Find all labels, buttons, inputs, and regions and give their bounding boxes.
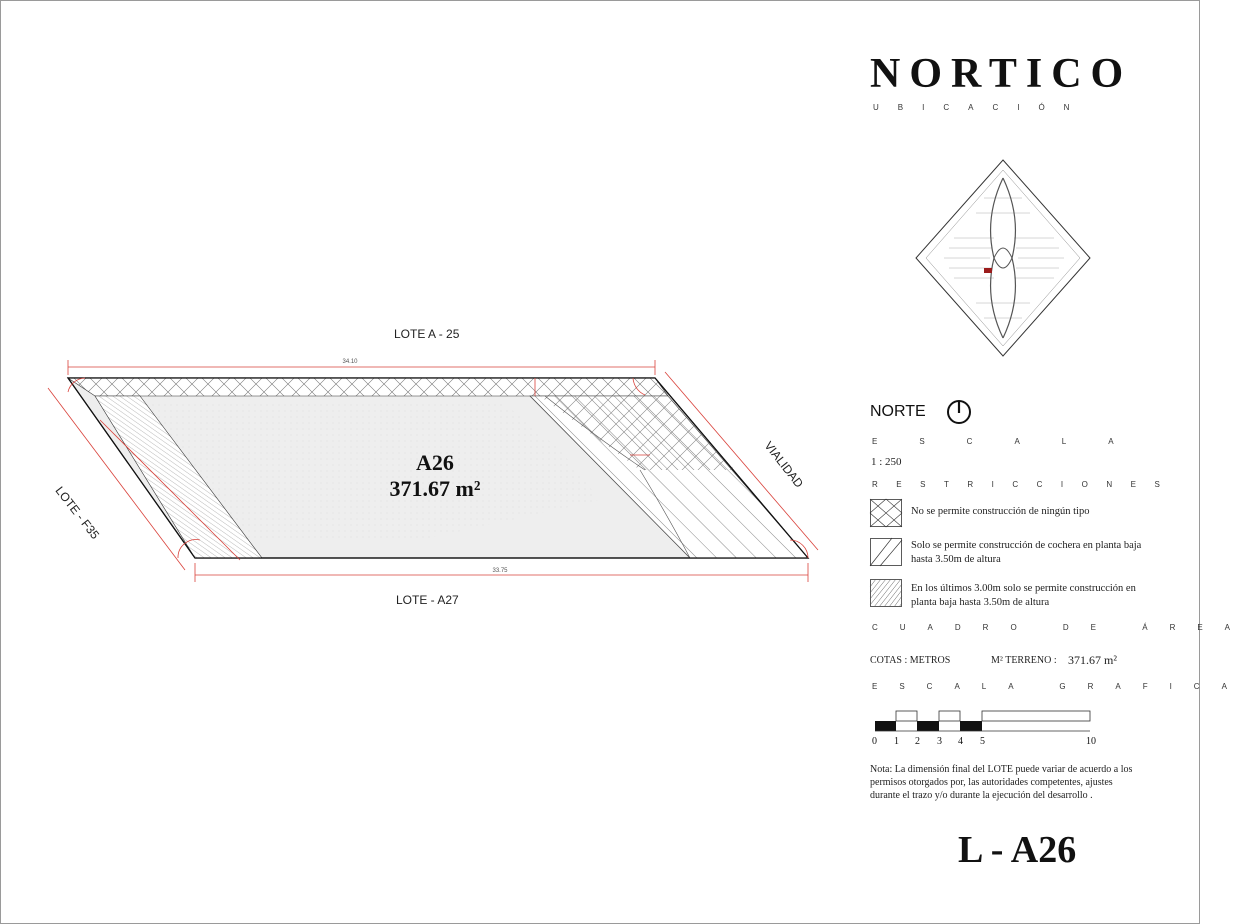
cotas-label: COTAS : METROS	[870, 655, 951, 666]
scale-tick-10: 10	[1086, 736, 1096, 747]
scale-tick-0: 0	[872, 736, 877, 747]
restriction-text-3: En los últimos 3.00m solo se permite construcción en planta baja hasta 3.50m de altura	[911, 583, 1136, 608]
location-key-map	[914, 158, 1094, 358]
restriction-text-1: No se permite construcción de ningún tipo	[911, 506, 1090, 517]
brand-subtitle: UBICACIÓN	[873, 103, 1089, 112]
cross-hatch-legend-icon	[870, 499, 902, 527]
graphic-scale-heading: ESCALA GRAFICA	[872, 682, 1249, 691]
svg-text:34.10: 34.10	[342, 359, 358, 365]
svg-text:33.75: 33.75	[492, 568, 508, 574]
area-table-heading: CUADRO DE ÁREA	[872, 623, 1252, 632]
lot-highlight-marker	[984, 268, 992, 273]
scale-tick-3: 3	[937, 736, 942, 747]
scale-tick-1: 1	[894, 736, 899, 747]
neighbor-bottom-label: LOTE - A27	[396, 593, 459, 607]
neighbor-top-label: LOTE A - 25	[394, 327, 460, 341]
neighbor-left-label: LOTE - F35	[52, 483, 103, 542]
brand-logo: NORTICO	[870, 51, 1133, 97]
restrictions-heading: RESTRICCIONES	[872, 480, 1179, 489]
scale-value: 1 : 250	[871, 456, 902, 468]
neighbor-right-label: VIALIDAD	[761, 438, 807, 491]
sheet-id: L - A26	[958, 829, 1077, 871]
lot-id: A26	[416, 450, 454, 475]
scale-tick-5: 5	[980, 736, 985, 747]
single-hatch-legend-icon	[870, 538, 902, 566]
lot-center-label	[375, 450, 495, 502]
terreno-value: 371.67 m²	[1068, 653, 1117, 667]
lot-area: 371.67 m²	[389, 476, 481, 501]
scale-tick-2: 2	[915, 736, 920, 747]
dense-hatch-legend-icon	[870, 579, 902, 607]
graphic-scale-bar	[874, 710, 1104, 734]
restriction-text-2: Solo se permite construcción de cochera en planta baja hasta 3.50m de altura	[911, 540, 1142, 565]
terreno-label: M² TERRENO :	[991, 655, 1057, 666]
north-label: NORTE	[870, 403, 926, 420]
disclaimer-note: Nota: La dimensión final del LOTE puede variar de acuerdo a los permisos otorgados por, las autoridades competentes, ajustes durante el trazo y/o durante la ejecución del desarrollo .	[870, 764, 1133, 801]
scale-heading: ESCALA	[872, 437, 1156, 446]
scale-tick-4: 4	[958, 736, 963, 747]
north-arrow-icon	[945, 398, 973, 426]
